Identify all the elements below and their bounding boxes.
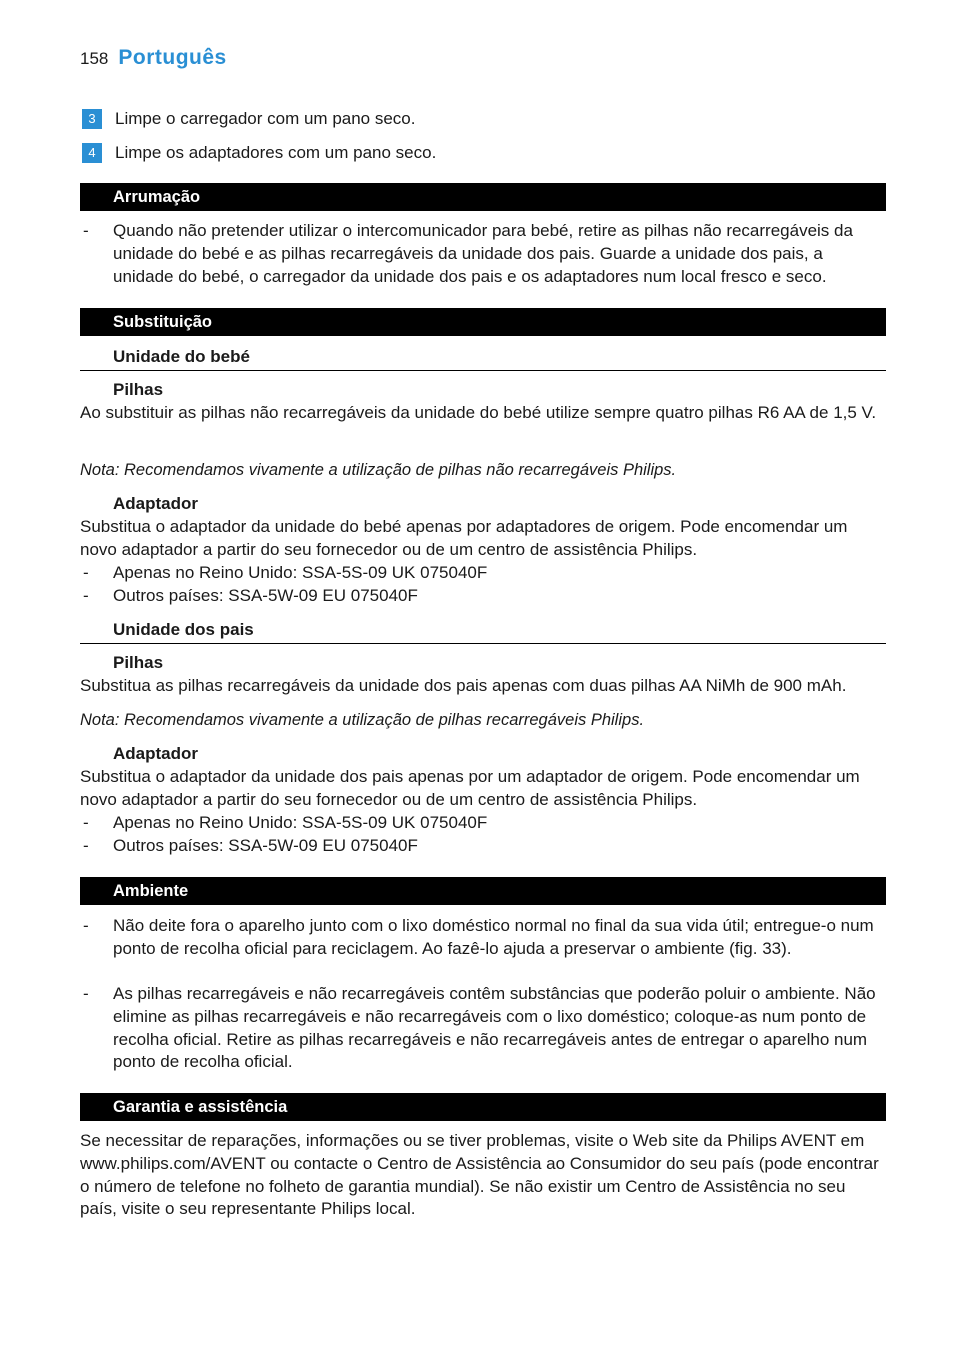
list-item: - Apenas no Reino Unido: SSA-5S-09 UK 075040F [83,563,488,582]
list-item: - Não deite fora o aparelho junto com o lixo doméstico normal no final da sua vida útil; entregue-o num ponto de recolha oficial para reciclagem. Ao fazê-lo ajuda a preservar o ambiente (fig. 33). [83,916,874,958]
step-3 [80,108,886,130]
paragraph: Ao substituir as pilhas não recarregáveis da unidade do bebé utilize sempre quatro pilhas R6 AA de 1,5 V. [80,403,877,422]
subheading-pilhas: Pilhas [113,653,164,672]
step-number: 3 [82,109,102,129]
language-title: Português [118,46,227,69]
step-number: 4 [82,143,102,163]
step-4 [80,142,886,164]
paragraph: Substitua as pilhas recarregáveis da unidade dos pais apenas com duas pilhas AA NiMh de 900 mAh. [80,676,847,695]
step-text: Limpe os adaptadores com um pano seco. [115,143,437,162]
subheading-unidade-bebe: Unidade do bebé [80,344,886,371]
section-heading-arrumacao: Arrumação [80,183,886,211]
paragraph: Se necessitar de reparações, informações ou se tiver problemas, visite o Web site da Philips AVENT em www.philips.com/AVENT ou contacte o Centro de Assistência ao Consumidor do seu país (pode encontrar o número de telefone no folheto de garantia mundial). Se não existir um Centro de Assistência no seu país, visite o seu representante Philips local. [80,1131,879,1219]
subheading-adaptador: Adaptador [113,744,198,763]
website-link[interactable]: www.philips.com/AVENT [80,1153,266,1173]
note: Nota: Recomendamos vivamente a utilização de pilhas não recarregáveis Philips. [80,461,677,479]
list-item: - Quando não pretender utilizar o intercomunicador para bebé, retire as pilhas não recarregáveis da unidade do bebé e as pilhas recarregáveis da unidade dos pais. Guarde a unidade dos pais, a unidade do bebé, o carregador da unidade dos pais e os adaptadores num local fresco e seco. [83,221,853,286]
subheading-adaptador: Adaptador [113,494,198,513]
paragraph: Substitua o adaptador da unidade do bebé apenas por adaptadores de origem. Pode encomendar um novo adaptador a partir do seu fornecedor ou de um centro de assistência Philips. [80,517,848,559]
list-item: - Apenas no Reino Unido: SSA-5S-09 UK 075040F [83,813,488,832]
page-number: 158 [80,49,109,68]
section-heading-garantia: Garantia e assistência [80,1093,886,1121]
list-item: - Outros países: SSA-5W-09 EU 075040F [83,836,418,855]
subheading-unidade-pais: Unidade dos pais [80,617,886,644]
section-heading-substituicao: Substituição [80,308,886,336]
section-heading-ambiente: Ambiente [80,877,886,905]
paragraph: Substitua o adaptador da unidade dos pais apenas por um adaptador de origem. Pode encomendar um novo adaptador a partir do seu fornecedor ou de um centro de assistência Philips. [80,767,860,809]
note: Nota: Recomendamos vivamente a utilização de pilhas recarregáveis Philips. [80,711,645,729]
page-header [80,46,227,76]
subheading-pilhas: Pilhas [113,380,164,399]
step-text: Limpe o carregador com um pano seco. [115,109,416,128]
list-item: - Outros países: SSA-5W-09 EU 075040F [83,586,418,605]
list-item: - As pilhas recarregáveis e não recarregáveis contêm substâncias que poderão poluir o ambiente. Não elimine as pilhas recarregáveis e não recarregáveis com o lixo doméstico; coloque-as num ponto de recolha oficial. Retire as pilhas recarregáveis e não recarregáveis antes de entregar o aparelho num ponto de recolha oficial. [83,984,876,1072]
